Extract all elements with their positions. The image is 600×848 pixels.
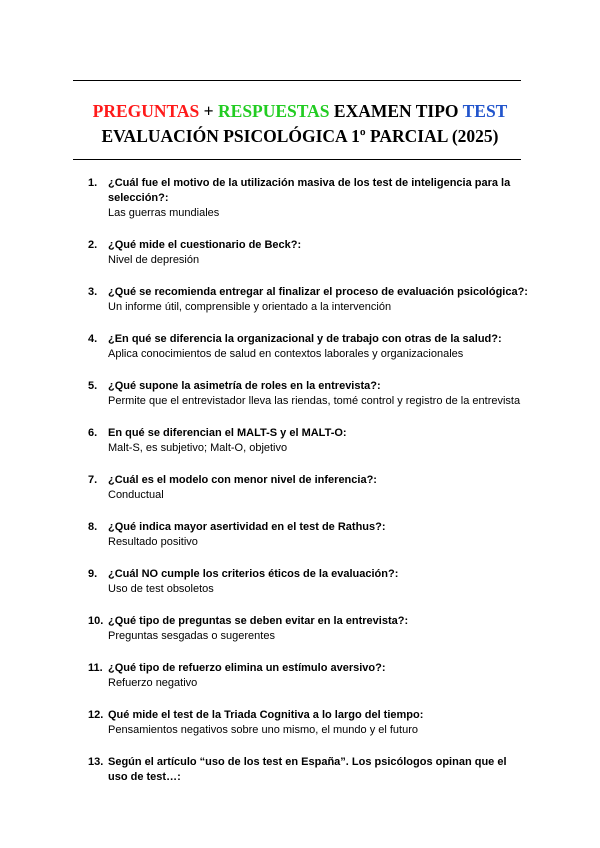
document-title <box>0 99 600 149</box>
answer-text: Resultado positivo <box>108 536 198 548</box>
list-item <box>88 176 528 221</box>
question-number: 5. <box>88 380 98 392</box>
question-number: 1. <box>88 177 98 189</box>
answer-text: Refuerzo negativo <box>108 677 198 689</box>
question-text: ¿Qué indica mayor asertividad en el test de Rathus?: <box>108 521 386 533</box>
top-rule <box>73 80 521 81</box>
title-examen-tipo: EXAMEN TIPO <box>329 101 463 121</box>
list-item <box>88 379 528 409</box>
title-line-1 <box>0 99 600 124</box>
answer-text: Un informe útil, comprensible y orientado a la intervención <box>108 301 392 313</box>
question-text: ¿Qué tipo de preguntas se deben evitar en la entrevista?: <box>108 615 409 627</box>
title-preguntas: PREGUNTAS <box>92 101 200 121</box>
list-item <box>88 567 528 597</box>
question-number: 7. <box>88 474 98 486</box>
list-item <box>88 285 528 315</box>
answer-text: Permite que el entrevistador lleva las riendas, tomé control y registro de la entrevista <box>108 395 521 407</box>
question-text: ¿Qué mide el cuestionario de Beck?: <box>108 239 302 251</box>
answer-text: Conductual <box>108 489 164 501</box>
list-item <box>88 755 528 785</box>
question-number: 10. <box>88 615 104 627</box>
list-item <box>88 426 528 456</box>
answer-text: Pensamientos negativos sobre uno mismo, el mundo y el futuro <box>108 724 418 736</box>
question-text: ¿Qué supone la asimetría de roles en la entrevista?: <box>108 380 381 392</box>
question-text: ¿Qué se recomienda entregar al finalizar el proceso de evaluación psicológica?: <box>108 286 528 298</box>
answer-text: Malt-S, es subjetivo; Malt-O, objetivo <box>108 442 288 454</box>
answer-text: Preguntas sesgadas o sugerentes <box>108 630 275 642</box>
title-plus: + <box>199 101 219 121</box>
question-number: 12. <box>88 709 104 721</box>
title-test: TEST <box>462 101 508 121</box>
answer-text: Aplica conocimientos de salud en contextos laborales y organizacionales <box>108 348 464 360</box>
question-text: ¿Cuál es el modelo con menor nivel de inferencia?: <box>108 474 377 486</box>
question-text: ¿Cuál NO cumple los criterios éticos de la evaluación?: <box>108 568 399 580</box>
question-text: ¿En qué se diferencia la organizacional y de trabajo con otras de la salud?: <box>108 333 502 345</box>
question-text: Qué mide el test de la Triada Cognitiva a lo largo del tiempo: <box>108 709 424 721</box>
question-number: 4. <box>88 333 98 345</box>
answer-text: Nivel de depresión <box>108 254 200 266</box>
question-number: 2. <box>88 239 98 251</box>
question-number: 11. <box>88 662 103 674</box>
question-text: Según el artículo “uso de los test en España”. Los psicólogos opinan que el uso de test…: <box>108 756 507 783</box>
question-number: 6. <box>88 427 98 439</box>
title-line-2: EVALUACIÓN PSICOLÓGICA 1º PARCIAL (2025) <box>101 126 499 146</box>
question-text: ¿Qué tipo de refuerzo elimina un estímulo aversivo?: <box>108 662 386 674</box>
list-item <box>88 332 528 362</box>
answer-text: Las guerras mundiales <box>108 207 220 219</box>
question-number: 8. <box>88 521 98 533</box>
list-item <box>88 614 528 644</box>
question-number: 13. <box>88 756 104 768</box>
list-item <box>88 520 528 550</box>
question-list <box>88 176 528 802</box>
list-item <box>88 473 528 503</box>
list-item <box>88 238 528 268</box>
answer-text: Uso de test obsoletos <box>108 583 214 595</box>
question-text: En qué se diferencian el MALT-S y el MALT-O: <box>108 427 347 439</box>
bottom-rule <box>73 159 521 160</box>
list-item <box>88 708 528 738</box>
question-text: ¿Cuál fue el motivo de la utilización masiva de los test de inteligencia para la selección?: <box>108 177 511 204</box>
question-number: 9. <box>88 568 98 580</box>
title-respuestas: RESPUESTAS <box>218 101 330 121</box>
list-item <box>88 661 528 691</box>
question-number: 3. <box>88 286 98 298</box>
